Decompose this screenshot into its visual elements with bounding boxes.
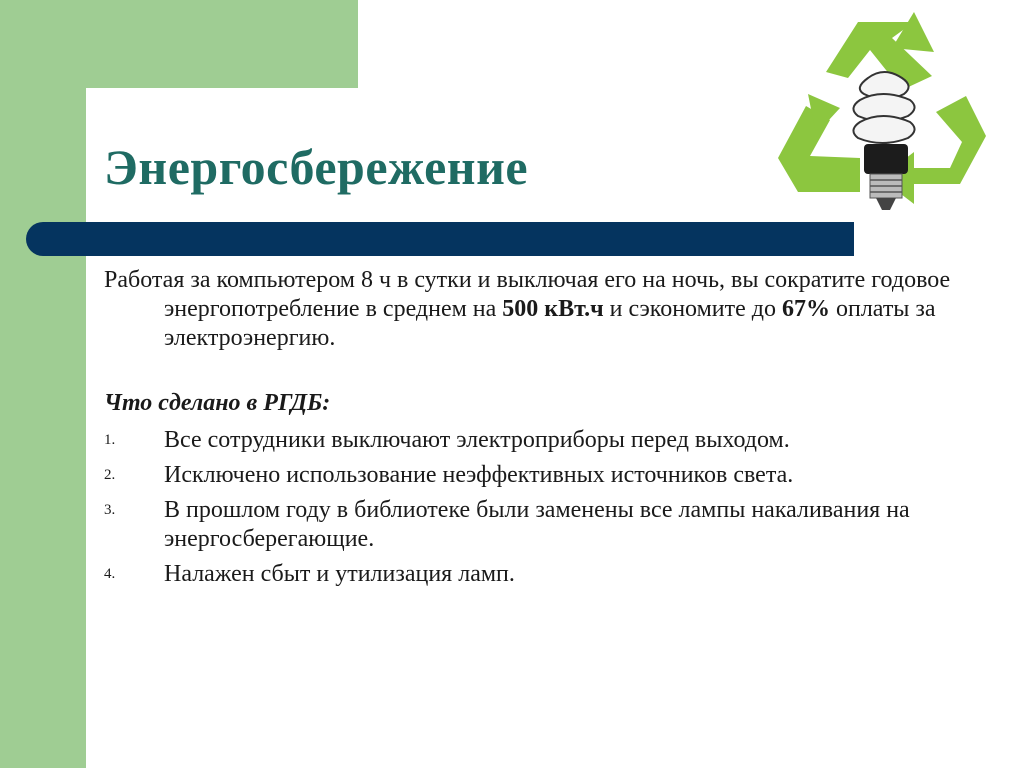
top-green-block — [86, 0, 358, 88]
left-green-stripe — [0, 0, 86, 768]
list-item-number: 3. — [104, 502, 116, 518]
title-underline-bar — [26, 222, 854, 256]
slide-body — [104, 266, 964, 595]
intro-text-2: и сэкономите до — [603, 296, 782, 322]
list-item-number: 2. — [104, 467, 116, 483]
slide-title: Энергосбережение — [104, 139, 529, 195]
intro-percent-value: 67% — [781, 296, 830, 322]
intro-paragraph — [104, 266, 964, 353]
section-subheading: Что сделано в РГДБ: — [104, 390, 331, 416]
list-item — [104, 426, 964, 455]
intro-text-3: оплаты за электроэнергию. — [164, 296, 936, 351]
list-item-text: Все сотрудники выключают электроприборы перед выходом. — [164, 427, 790, 453]
list-item — [104, 461, 964, 490]
intro-text-1: Работая за компьютером 8 ч в сутки и выключая его на ночь, вы сократите годовое энергопотребление в среднем на — [104, 267, 951, 322]
list-item — [104, 560, 964, 589]
list-item — [104, 496, 964, 554]
intro-energy-value: 500 кВт.ч — [502, 296, 604, 322]
actions-list — [104, 426, 964, 589]
list-item-text: В прошлом году в библиотеке были заменены все лампы накаливания на энергосберегающие. — [164, 497, 910, 552]
list-item-number: 1. — [104, 432, 116, 448]
list-item-text: Исключено использование неэффективных источников света. — [164, 462, 794, 488]
recycle-bulb-icon — [764, 8, 994, 222]
list-item-text: Налажен сбыт и утилизация ламп. — [164, 561, 515, 587]
list-item-number: 4. — [104, 566, 116, 582]
